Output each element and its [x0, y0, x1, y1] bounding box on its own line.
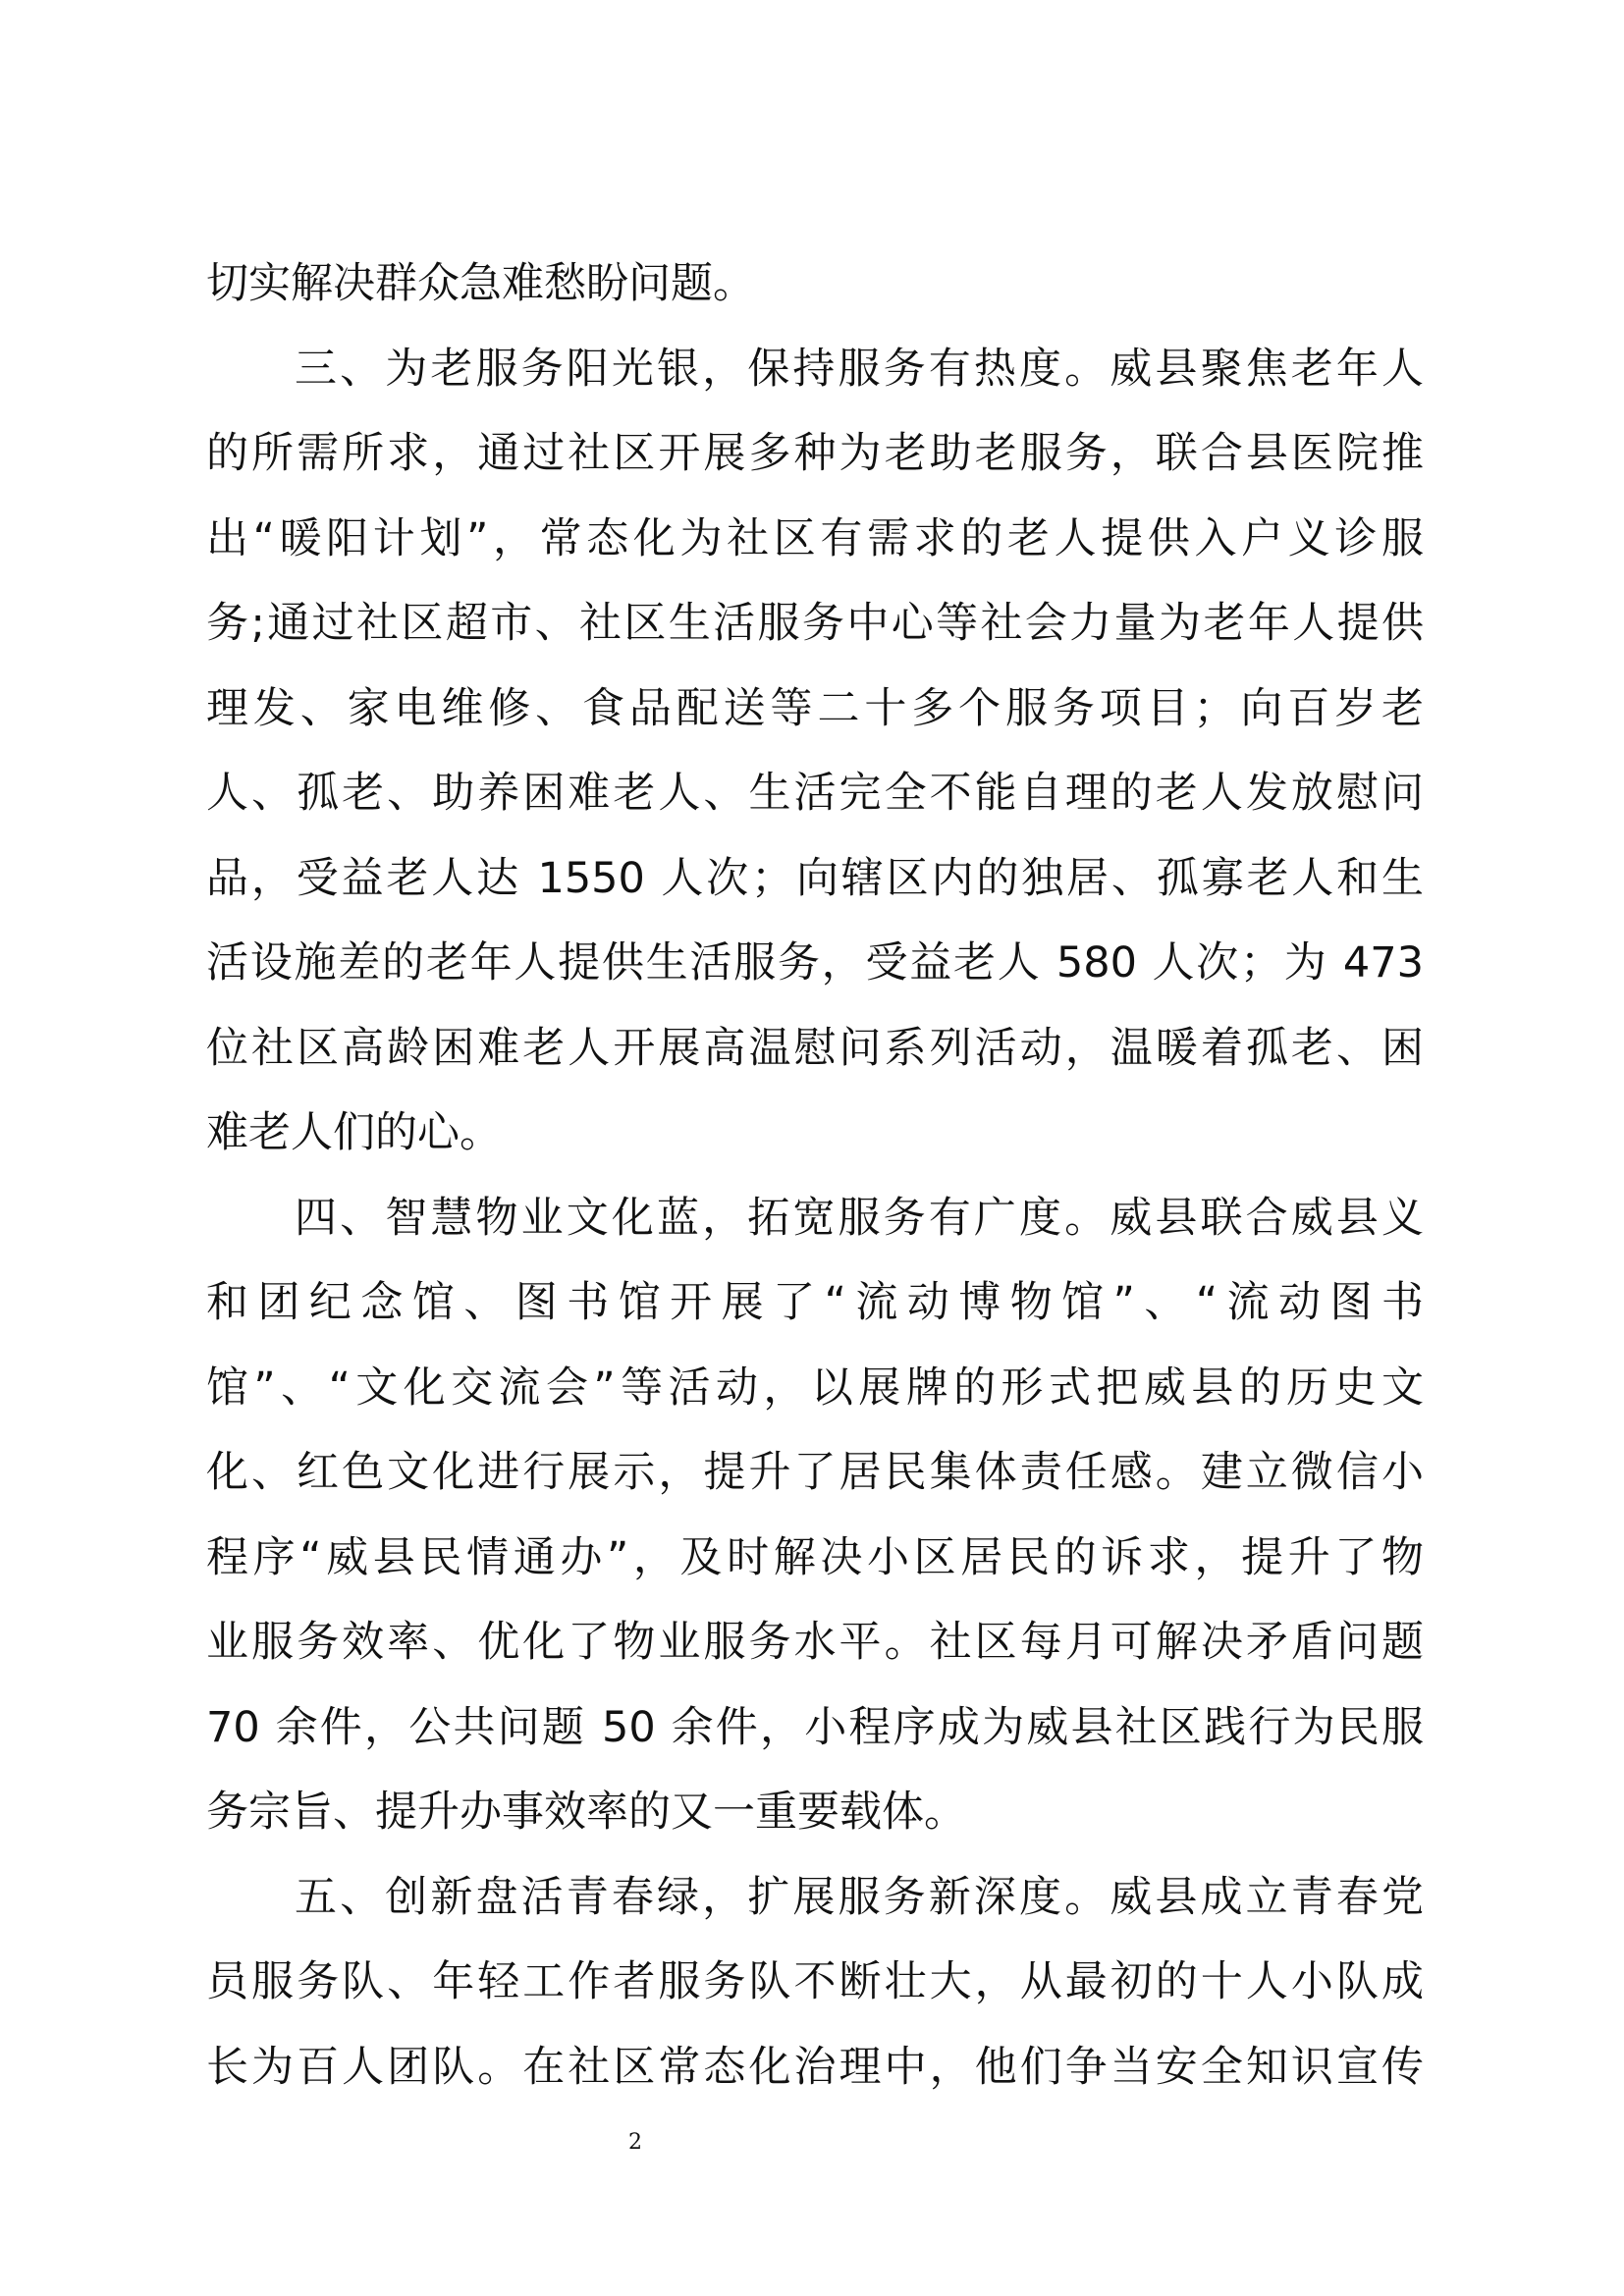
page-number: 2: [628, 2130, 642, 2155]
text-line: 和团纪念馆、图书馆开展了“流动博物馆”、“流动图书: [206, 1278, 1424, 1327]
text-line: 出“暖阳计划”，常态化为社区有需求的老人提供入户义诊服: [206, 513, 1424, 563]
text-line: 程序“威县民情通办”，及时解决小区居民的诉求，提升了物: [206, 1532, 1424, 1582]
text-line: 难老人们的心。: [206, 1108, 502, 1157]
text-line: 务宗旨、提升办事效率的又一重要载体。: [206, 1788, 966, 1837]
text-line: 位社区高龄困难老人开展高温慰问系列活动，温暖着孤老、困: [206, 1023, 1424, 1073]
section-three-heading-line: 三、为老服务阳光银，保持服务有热度。威县聚焦老年人: [295, 344, 1424, 394]
text-line: 馆”、“文化交流会”等活动，以展牌的形式把威县的历史文: [206, 1362, 1424, 1413]
text-line: 长为百人团队。在社区常态化治理中，他们争当安全知识宣传: [206, 2042, 1424, 2092]
text-line: 理发、家电维修、食品配送等二十多个服务项目；向百岁老: [206, 683, 1424, 733]
text-line: 业服务效率、优化了物业服务水平。社区每月可解决矛盾问题: [206, 1618, 1424, 1667]
text-line: 70 余件，公共问题 50 余件，小程序成为威县社区践行为民服: [206, 1702, 1424, 1752]
section-five-heading-line: 五、创新盘活青春绿，扩展服务新深度。威县成立青春党: [295, 1872, 1424, 1922]
text-line: 员服务队、年轻工作者服务队不断壮大，从最初的十人小队成: [206, 1957, 1424, 2006]
text-line: 活设施差的老年人提供生活服务，受益老人 580 人次；为 473: [206, 938, 1424, 988]
text-line: 品，受益老人达 1550 人次；向辖区内的独居、孤寡老人和生: [206, 853, 1424, 903]
section-four-heading-line: 四、智慧物业文化蓝，拓宽服务有广度。威县联合威县义: [295, 1193, 1424, 1243]
text-line: 人、孤老、助养困难老人、生活完全不能自理的老人发放慰问: [206, 769, 1424, 818]
body-text: [206, 241, 1424, 2109]
text-line: 切实解决群众急难愁盼问题。: [206, 259, 755, 308]
text-line: 的所需所求，通过社区开展多种为老助老服务，联合县医院推: [206, 429, 1424, 478]
text-line: 务;通过社区超市、社区生活服务中心等社会力量为老年人提供: [206, 599, 1424, 648]
text-line: 化、红色文化进行展示，提升了居民集体责任感。建立微信小: [206, 1448, 1424, 1497]
